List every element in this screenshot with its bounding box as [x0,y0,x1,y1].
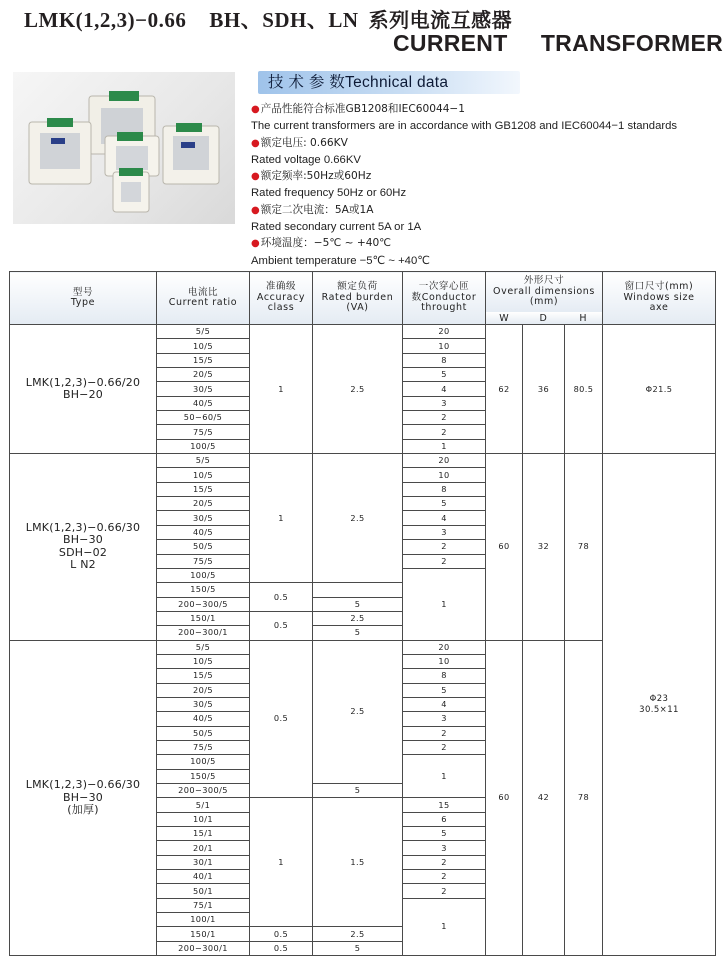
turns-cell: 2 [403,726,486,740]
header-accuracy: 准确级 Accuracy class [250,272,313,325]
header-model: 型号 Type [10,272,157,325]
ratio-cell: 40/5 [157,525,250,539]
burden-cell: 5 [313,626,403,640]
ratio-cell: 20/5 [157,683,250,697]
spec-table [9,271,716,956]
ratio-cell: 200−300/1 [157,941,250,955]
ratio-cell: 15/5 [157,482,250,496]
turns-cell: 5 [403,497,486,511]
ratio-cell: 100/5 [157,439,250,453]
header-dims: 外形尺寸 Overall dimensions (mm) [486,272,603,312]
turns-cell: 4 [403,382,486,396]
header-ratio: 电流比 Current ratio [157,272,250,325]
spec-cn: 产品性能符合标准GB1208和IEC60044−1 [260,103,466,115]
ratio-cell: 50−60/5 [157,411,250,425]
turns-cell: 8 [403,482,486,496]
ratio-cell: 20/5 [157,368,250,382]
ratio-cell: 10/1 [157,812,250,826]
ratio-cell: 200−300/1 [157,626,250,640]
header-window: 窗口尺寸(mm) Windows size axe [603,272,716,325]
turns-cell: 2 [403,411,486,425]
ratio-cell: 30/5 [157,382,250,396]
product-photo [13,72,235,224]
spec-en: Rated voltage 0.66KV [251,153,361,166]
dim-d-cell: 32 [523,454,565,640]
dim-w-cell: 62 [486,325,523,454]
accuracy-cell: 0.5 [250,611,313,640]
burden-cell: 1.5 [313,798,403,927]
ratio-cell: 200−300/5 [157,597,250,611]
turns-cell: 6 [403,812,486,826]
transformer-illustration [13,72,235,224]
spec-cn: 额定频率:50Hz或60Hz [260,170,372,183]
bullet-icon: ● [251,104,260,115]
spec-en: The current transformers are in accordance with GB1208 and IEC60044−1 standards [251,120,678,133]
bullet-icon: ● [251,204,260,216]
turns-cell: 20 [403,325,486,339]
spec-en: Ambient temperature −5℃ ~ +40℃ [251,254,430,267]
ratio-cell: 10/5 [157,654,250,668]
turns-cell: 5 [403,827,486,841]
turns-cell: 15 [403,798,486,812]
ratio-cell: 75/1 [157,898,250,912]
accuracy-cell: 0.5 [250,640,313,798]
ratio-cell: 20/1 [157,841,250,855]
burden-cell: 2.5 [313,640,403,783]
header-dim-h: H [565,312,603,325]
turns-cell: 2 [403,740,486,754]
burden-cell: 5 [313,784,403,798]
ratio-cell: 150/5 [157,769,250,783]
burden-cell: 2.5 [313,927,403,941]
turns-cell: 2 [403,540,486,554]
table-header-row [10,272,716,312]
accuracy-cell: 0.5 [250,941,313,955]
accuracy-cell: 1 [250,798,313,927]
dim-w-cell: 60 [486,454,523,640]
model-cell: LMK(1,2,3)−0.66/20 BH−20 [10,325,157,454]
turns-cell: 8 [403,353,486,367]
turns-cell: 1 [403,755,486,798]
ratio-cell: 5/5 [157,640,250,654]
turns-cell: 1 [403,439,486,453]
subtitle-word: TRANSFORMER [540,30,723,56]
turns-cell: 10 [403,468,486,482]
turns-cell: 2 [403,884,486,898]
turns-cell: 2 [403,554,486,568]
page-subtitle [393,30,723,57]
turns-cell: 2 [403,870,486,884]
ratio-cell: 75/5 [157,425,250,439]
turns-cell: 2 [403,425,486,439]
title-model: LMK(1,2,3)−0.66 [24,8,187,32]
bullet-icon: ● [251,171,260,183]
ratio-cell: 30/5 [157,511,250,525]
turns-cell: 4 [403,697,486,711]
accuracy-cell: 1 [250,325,313,454]
ratio-cell: 20/5 [157,497,250,511]
accuracy-cell: 0.5 [250,583,313,612]
spec-cn: 额定二次电流：5A或1A [260,203,374,216]
dim-d-cell: 42 [523,640,565,956]
turns-cell: 4 [403,511,486,525]
ratio-cell: 200−300/5 [157,784,250,798]
title-cn: 系列电流互感器 [368,8,513,32]
ratio-cell: 40/5 [157,712,250,726]
ratio-cell: 15/1 [157,827,250,841]
header-dim-d: D [523,312,565,325]
dim-h-cell: 78 [565,454,603,640]
turns-cell: 10 [403,339,486,353]
burden-cell: 5 [313,597,403,611]
turns-cell: 3 [403,841,486,855]
spec-item [251,101,725,118]
ratio-cell: 15/5 [157,353,250,367]
ratio-cell: 15/5 [157,669,250,683]
ratio-cell: 30/5 [157,697,250,711]
spec-en: Rated secondary current 5A or 1A [251,221,422,234]
dim-w-cell: 60 [486,640,523,956]
ratio-cell: 10/5 [157,339,250,353]
table-row [10,454,716,468]
dim-h-cell: 80.5 [565,325,603,454]
section-header [258,71,520,94]
spec-list [251,101,725,269]
bullet-icon: ● [251,238,260,250]
ratio-cell: 50/5 [157,726,250,740]
turns-cell: 20 [403,640,486,654]
ratio-cell: 5/1 [157,798,250,812]
turns-cell: 8 [403,669,486,683]
model-cell: LMK(1,2,3)−0.66/30 BH−30 (加厚) [10,640,157,956]
section-title-cn: 技 术 参 数 [268,74,346,91]
turns-cell: 10 [403,654,486,668]
turns-cell: 20 [403,454,486,468]
header-dim-w: W [486,312,523,325]
turns-cell: 2 [403,855,486,869]
table-row [10,325,716,339]
ratio-cell: 75/5 [157,554,250,568]
burden-cell: 5 [313,941,403,955]
turns-cell: 5 [403,683,486,697]
header-burden: 额定负荷 Rated burden (VA) [313,272,403,325]
dim-h-cell: 78 [565,640,603,956]
window-cell: Φ21.5 [603,325,716,454]
ratio-cell: 10/5 [157,468,250,482]
turns-cell: 3 [403,712,486,726]
ratio-cell: 150/1 [157,611,250,625]
ratio-cell: 5/5 [157,325,250,339]
spec-item [251,135,725,152]
spec-item [251,235,725,252]
ratio-cell: 40/1 [157,870,250,884]
ratio-cell: 50/1 [157,884,250,898]
spec-cn: 环境温度：−5℃ ~ +40℃ [260,237,392,250]
burden-cell [313,583,403,597]
ratio-cell: 100/5 [157,755,250,769]
spec-en: Rated frequency 50Hz or 60Hz [251,187,407,200]
window-cell: Φ23 30.5×11 [603,454,716,956]
ratio-cell: 30/1 [157,855,250,869]
ratio-cell: 100/5 [157,568,250,582]
burden-cell: 2.5 [313,325,403,454]
burden-cell: 2.5 [313,454,403,583]
turns-cell: 3 [403,525,486,539]
turns-cell: 5 [403,368,486,382]
turns-cell: 1 [403,568,486,640]
ratio-cell: 100/1 [157,913,250,927]
ratio-cell: 50/5 [157,540,250,554]
spec-item [251,202,725,219]
burden-cell: 2.5 [313,611,403,625]
accuracy-cell: 1 [250,454,313,583]
spec-cn: 额定电压: 0.66KV [260,136,348,149]
section-title-en: Technical data [345,74,449,91]
turns-cell: 1 [403,898,486,955]
ratio-cell: 40/5 [157,396,250,410]
bullet-icon: ● [251,137,260,149]
dim-d-cell: 36 [523,325,565,454]
accuracy-cell: 0.5 [250,927,313,941]
title-series: BH、SDH、LN [209,8,359,32]
ratio-cell: 75/5 [157,740,250,754]
model-cell: LMK(1,2,3)−0.66/30 BH−30 SDH−02 L N2 [10,454,157,640]
ratio-cell: 5/5 [157,454,250,468]
subtitle-word: CURRENT [393,30,508,56]
turns-cell: 3 [403,396,486,410]
header-conductor: 一次穿心匝 数Conductor throught [403,272,486,325]
spec-item [251,168,725,185]
ratio-cell: 150/1 [157,927,250,941]
ratio-cell: 150/5 [157,583,250,597]
